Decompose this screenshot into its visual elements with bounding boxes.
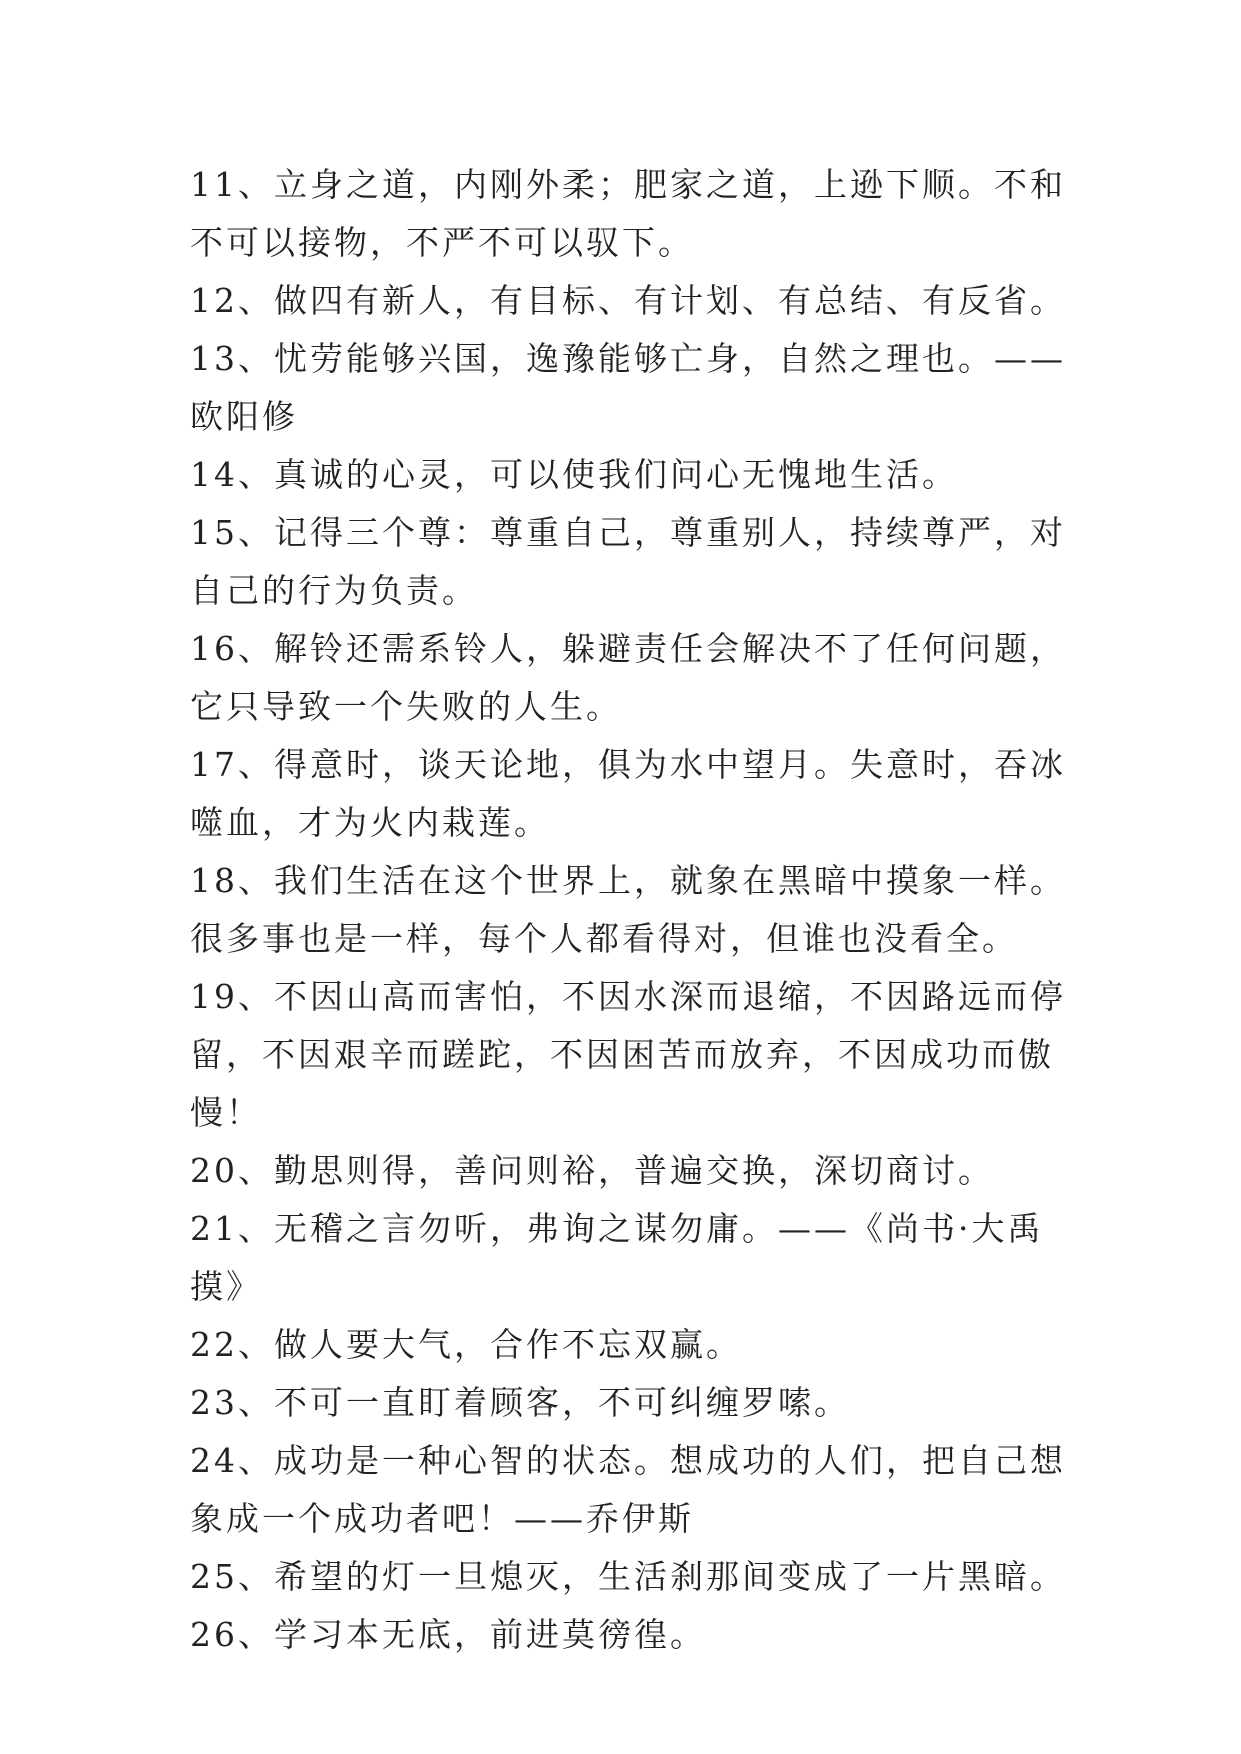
quote-20: 20、勤思则得，善问则裕，普遍交换，深切商讨。 [190, 1151, 994, 1190]
quote-12: 12、做四有新人，有目标、有计划、有总结、有反省。 [190, 281, 1066, 320]
quote-22: 22、做人要大气，合作不忘双赢。 [190, 1325, 742, 1364]
quote-13: 13、忧劳能够兴国，逸豫能够亡身，自然之理也。——欧阳修 [190, 339, 1066, 436]
quote-17: 17、得意时，谈天论地，俱为水中望月。失意时，吞冰噬血，才为火内栽莲。 [190, 745, 1066, 842]
quote-list [190, 156, 1070, 1664]
quote-19: 19、不因山高而害怕，不因水深而退缩，不因路远而停留，不因艰辛而蹉跎，不因困苦而放弃，不因成功而傲慢！ [190, 977, 1066, 1132]
quote-26: 26、学习本无底，前进莫徬徨。 [190, 1615, 706, 1654]
quote-16: 16、解铃还需系铃人，躲避责任会解决不了任何问题，它只导致一个失败的人生。 [190, 629, 1066, 726]
quote-23: 23、不可一直盯着顾客，不可纠缠罗嗦。 [190, 1383, 850, 1422]
quote-18: 18、我们生活在这个世界上，就象在黑暗中摸象一样。很多事也是一样，每个人都看得对，但谁也没看全。 [190, 861, 1066, 958]
quote-21: 21、无稽之言勿听，弗询之谋勿庸。——《尚书·大禹摸》 [190, 1209, 1044, 1306]
quote-25: 25、希望的灯一旦熄灭，生活刹那间变成了一片黑暗。 [190, 1557, 1066, 1596]
quote-11: 11、立身之道，内刚外柔；肥家之道，上逊下顺。不和不可以接物，不严不可以驭下。 [190, 165, 1066, 262]
quote-24: 24、成功是一种心智的状态。想成功的人们，把自己想象成一个成功者吧！——乔伊斯 [190, 1441, 1066, 1538]
quote-14: 14、真诚的心灵，可以使我们问心无愧地生活。 [190, 455, 958, 494]
quote-15: 15、记得三个尊：尊重自己，尊重别人，持续尊严，对自己的行为负责。 [190, 513, 1066, 610]
